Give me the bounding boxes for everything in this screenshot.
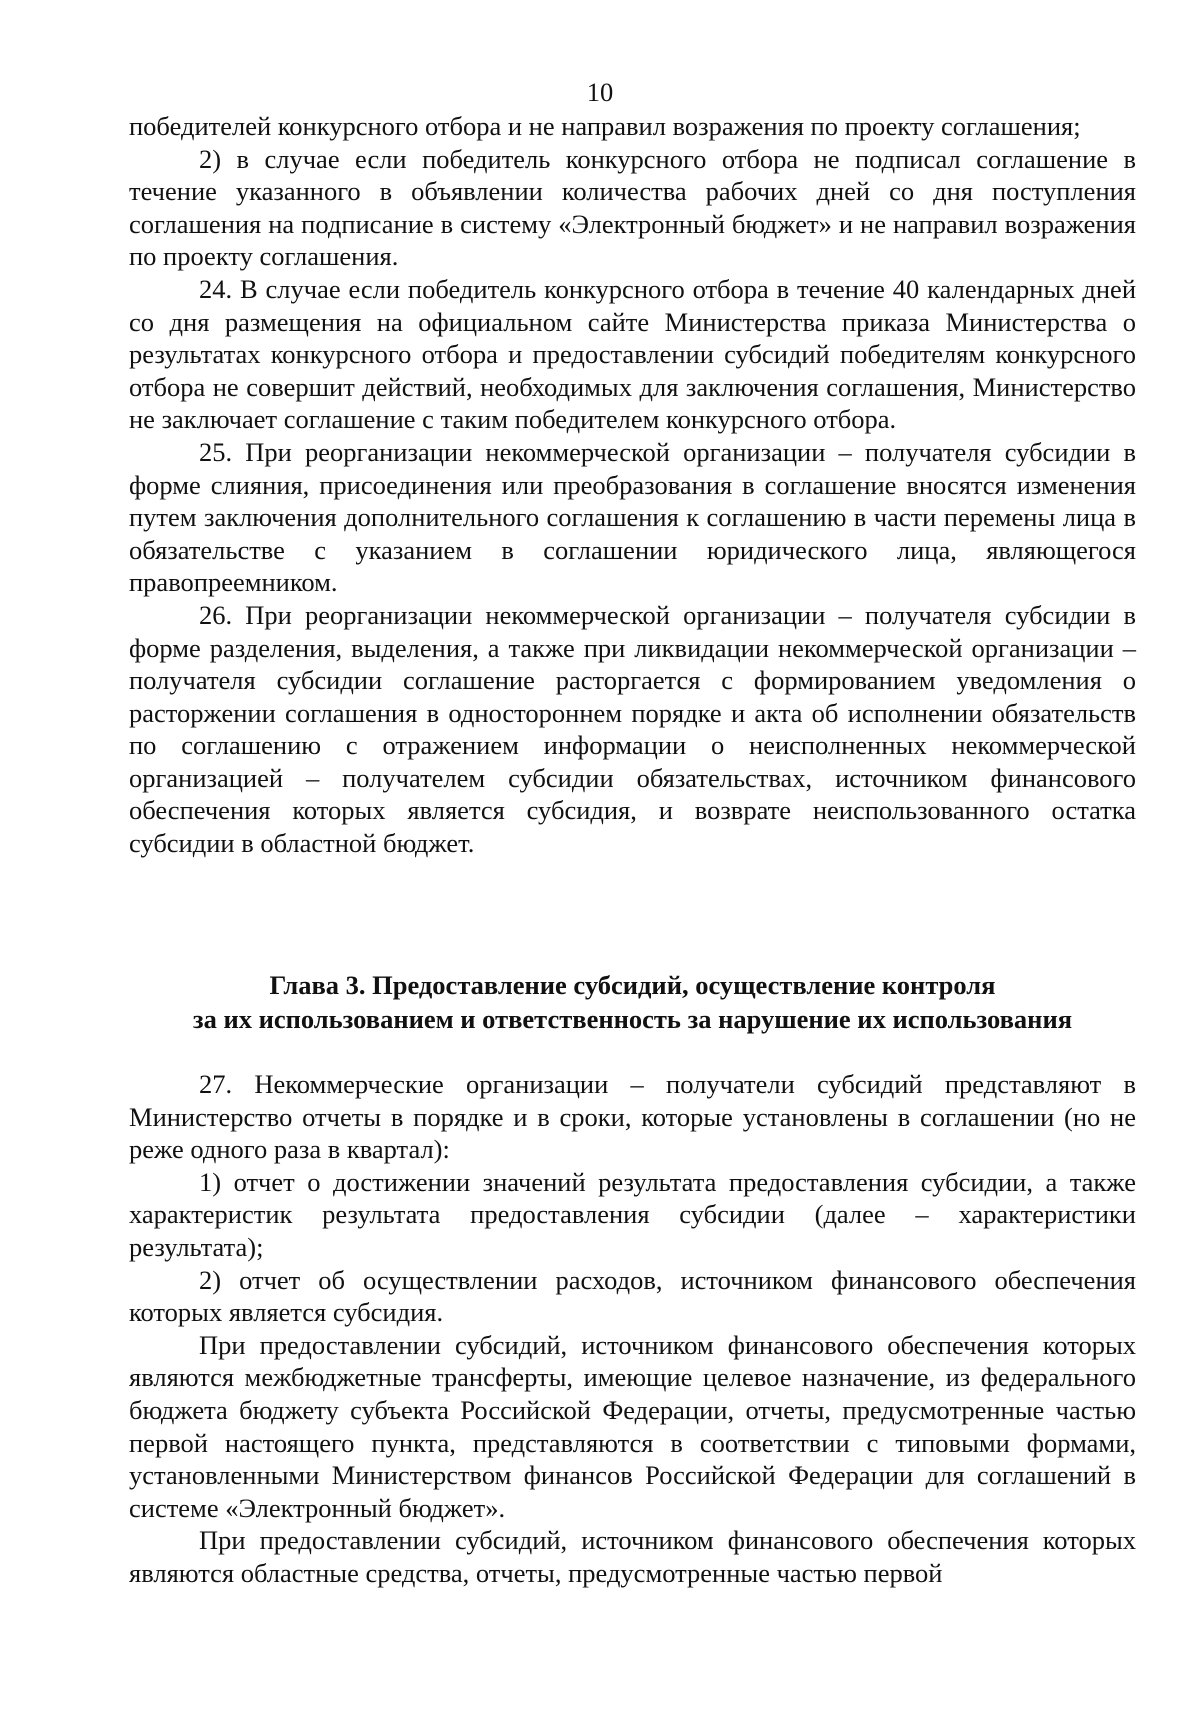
paragraph: 2) отчет об осуществлении расходов, источником финансового обеспечения которых является субсидия. (129, 1264, 1136, 1328)
paragraph: победителей конкурсного отбора и не направил возражения по проекту соглашения; (129, 111, 1081, 141)
text-block-top (129, 110, 1136, 860)
paragraph: При предоставлении субсидий, источником финансового обеспечения которых являются межбюджетные трансферты, имеющие целевое назначение, из федерального бюджета бюджету субъекта Российской Федерации, отчеты, предусмотренные частью первой настоящего пункта, представляются в соответствии с типовыми формами, установленными Министерством финансов Российской Федерации для соглашений в системе «Электронный бюджет». (129, 1329, 1136, 1523)
paragraph: 26. При реорганизации некоммерческой организации – получателя субсидии в форме разделения, выделения, а также при ликвидации некоммерческой организации – получателя субсидии соглашение расторгается с формированием уведомления о расторжении соглашения в одностороннем порядке и акта об исполнении обязательств по соглашению с отражением информации о неисполненных некоммерческой организацией – получателем субсидии обязательствах, источником финансового обеспечения которых является субсидия, и возврате неиспользованного остатка субсидии в областной бюджет. (129, 599, 1136, 859)
paragraph: 24. В случае если победитель конкурсного отбора в течение 40 календарных дней со дня размещения на официальном сайте Министерства приказа Министерства о результатах конкурсного отбора и предоставлении субсидий победителям конкурсного отбора не совершит действий, необходимых для заключения соглашения, Министерство не заключает соглашение с таким победителем конкурсного отбора. (129, 273, 1136, 435)
chapter-heading-line: Глава 3. Предоставление субсидий, осуществление контроля (269, 970, 996, 1000)
paragraph: 25. При реорганизации некоммерческой организации – получателя субсидии в форме слияния, присоединения или преобразования в соглашение вносятся изменения путем заключения дополнительного соглашения к соглашению в части перемены лица в обязательстве с указанием в соглашении юридического лица, являющегося правопреемником. (129, 436, 1136, 598)
page-number: 10 (586, 77, 614, 107)
paragraph: 27. Некоммерческие организации – получатели субсидий представляют в Министерство отчеты в порядке и в сроки, которые установлены в соглашении (но не реже одного раза в квартал): (129, 1069, 1136, 1165)
paragraph: При предоставлении субсидий, источником финансового обеспечения которых являются областные средства, отчеты, предусмотренные частью первой (129, 1525, 1136, 1588)
paragraph: 2) в случае если победитель конкурсного отбора не подписал соглашение в течение указанного в объявлении количества рабочих дней со дня поступления соглашения на подписание в систему «Электронный бюджет» и не направил возражения по проекту соглашения. (129, 143, 1136, 272)
chapter-heading (129, 968, 1136, 1036)
text-block-bottom (129, 1068, 1136, 1590)
chapter-heading-line: за их использованием и ответственность за нарушение их использования (192, 1004, 1073, 1034)
paragraph: 1) отчет о достижении значений результата предоставления субсидии, а также характеристик результата предоставления субсидии (далее – характеристики результата); (129, 1166, 1136, 1262)
